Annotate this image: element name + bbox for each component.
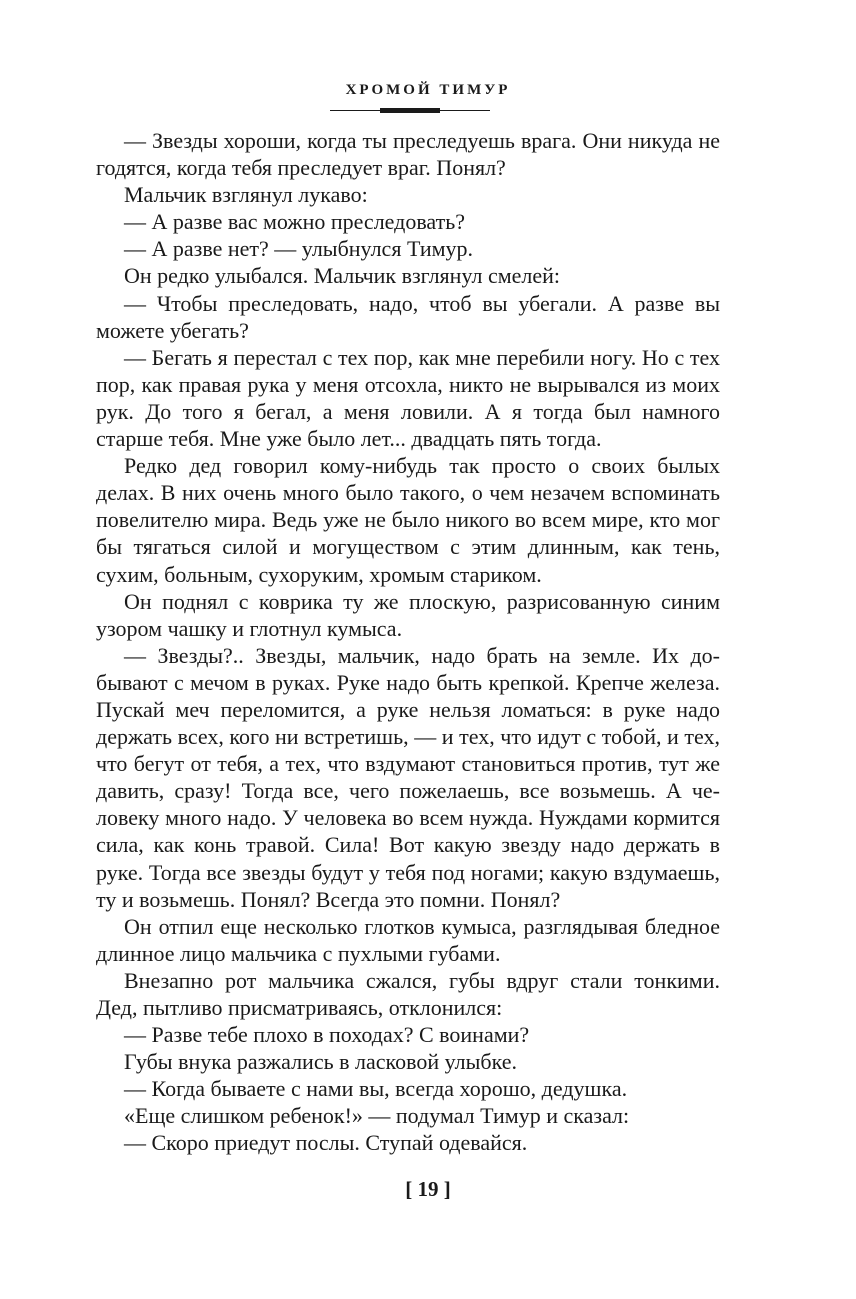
- paragraph: — Звезды хороши, когда ты преследуешь врага. Они никуда не годятся, когда тебя преследует враг. Понял?: [96, 128, 720, 181]
- paragraph: Он отпил еще несколько глотков кумыса, разглядывая бледное длинное лицо мальчика с пухлыми губами.: [96, 913, 720, 966]
- paragraph: — Скоро приедут послы. Ступай одевайся.: [124, 1130, 528, 1156]
- paragraph: Он редко улыбался. Мальчик взглянул смелей:: [124, 263, 561, 289]
- paragraph: — А разве вас можно преследовать?: [124, 209, 466, 235]
- running-title: ХРОМОЙ ТИМУР: [345, 82, 511, 98]
- paragraph: Он поднял с коврика ту же плоскую, разрисованную синим узором чашку и глотнул кумыса.: [96, 588, 720, 641]
- paragraph: Мальчик взглянул лукаво:: [124, 182, 368, 208]
- paragraph: Губы внука разжались в ласковой улыбке.: [124, 1049, 517, 1075]
- paragraph: — Звезды?.. Звезды, мальчик, надо брать на земле. Их добывают с мечом в руках. Руке надо быть крепкой. Крепче железа. Пускай меч переломится, а руке нельзя ломаться: в руке надо держать всех, кого ни встретишь, — и тех, что идут с тобой, и тех, что бегут от тебя, а тех, что вздумают становиться против, тут же давить, сразу! Тогда все, чего пожелаешь, все возьмешь. А человеку много надо. У человека во всем нужда. Нуждами кормится сила, как конь травой. Сила! Вот какую звезду надо держать в руке. Тогда все звезды будут у тебя под ногами; какую вздумаешь, ту и возьмешь. Понял? Всегда это помни. Понял?: [96, 642, 720, 912]
- paragraph: — Разве тебе плохо в походах? С воинами?: [124, 1022, 530, 1048]
- header-rule-ornament: [380, 108, 440, 113]
- paragraph: — А разве нет? — улыбнулся Тимур.: [124, 236, 474, 262]
- page-number: [ 19 ]: [405, 1177, 451, 1201]
- paragraph: Редко дед говорил кому-нибудь так просто о своих былых делах. В них очень много было такого, о чем незачем вспоминать повелителю мира. Ведь уже не было никого во всем мире, кто мог бы тягаться силой и могуществом с этим длинным, как тень, сухим, больным, сухоруким, хромым стариком.: [96, 453, 720, 587]
- paragraph: «Еще слишком ребенок!» — подумал Тимур и сказал:: [124, 1103, 630, 1129]
- paragraph: Внезапно рот мальчика сжался, губы вдруг стали тонкими. Дед, пытливо присматриваясь, отклонился:: [96, 967, 720, 1020]
- paragraph: — Когда бываете с нами вы, всегда хорошо, дедушка.: [124, 1076, 628, 1102]
- paragraph: — Чтобы преследовать, надо, чтоб вы убегали. А разве вы можете убегать?: [96, 290, 720, 343]
- paragraph: — Бегать я перестал с тех пор, как мне перебили ногу. Но с тех пор, как правая рука у меня отсохла, никто не вырывался из моих рук. До того я бегал, а меня ловили. А я тогда был намного старше тебя. Мне уже было лет... двадцать пять тогда.: [96, 344, 720, 452]
- body-text: [96, 127, 720, 1157]
